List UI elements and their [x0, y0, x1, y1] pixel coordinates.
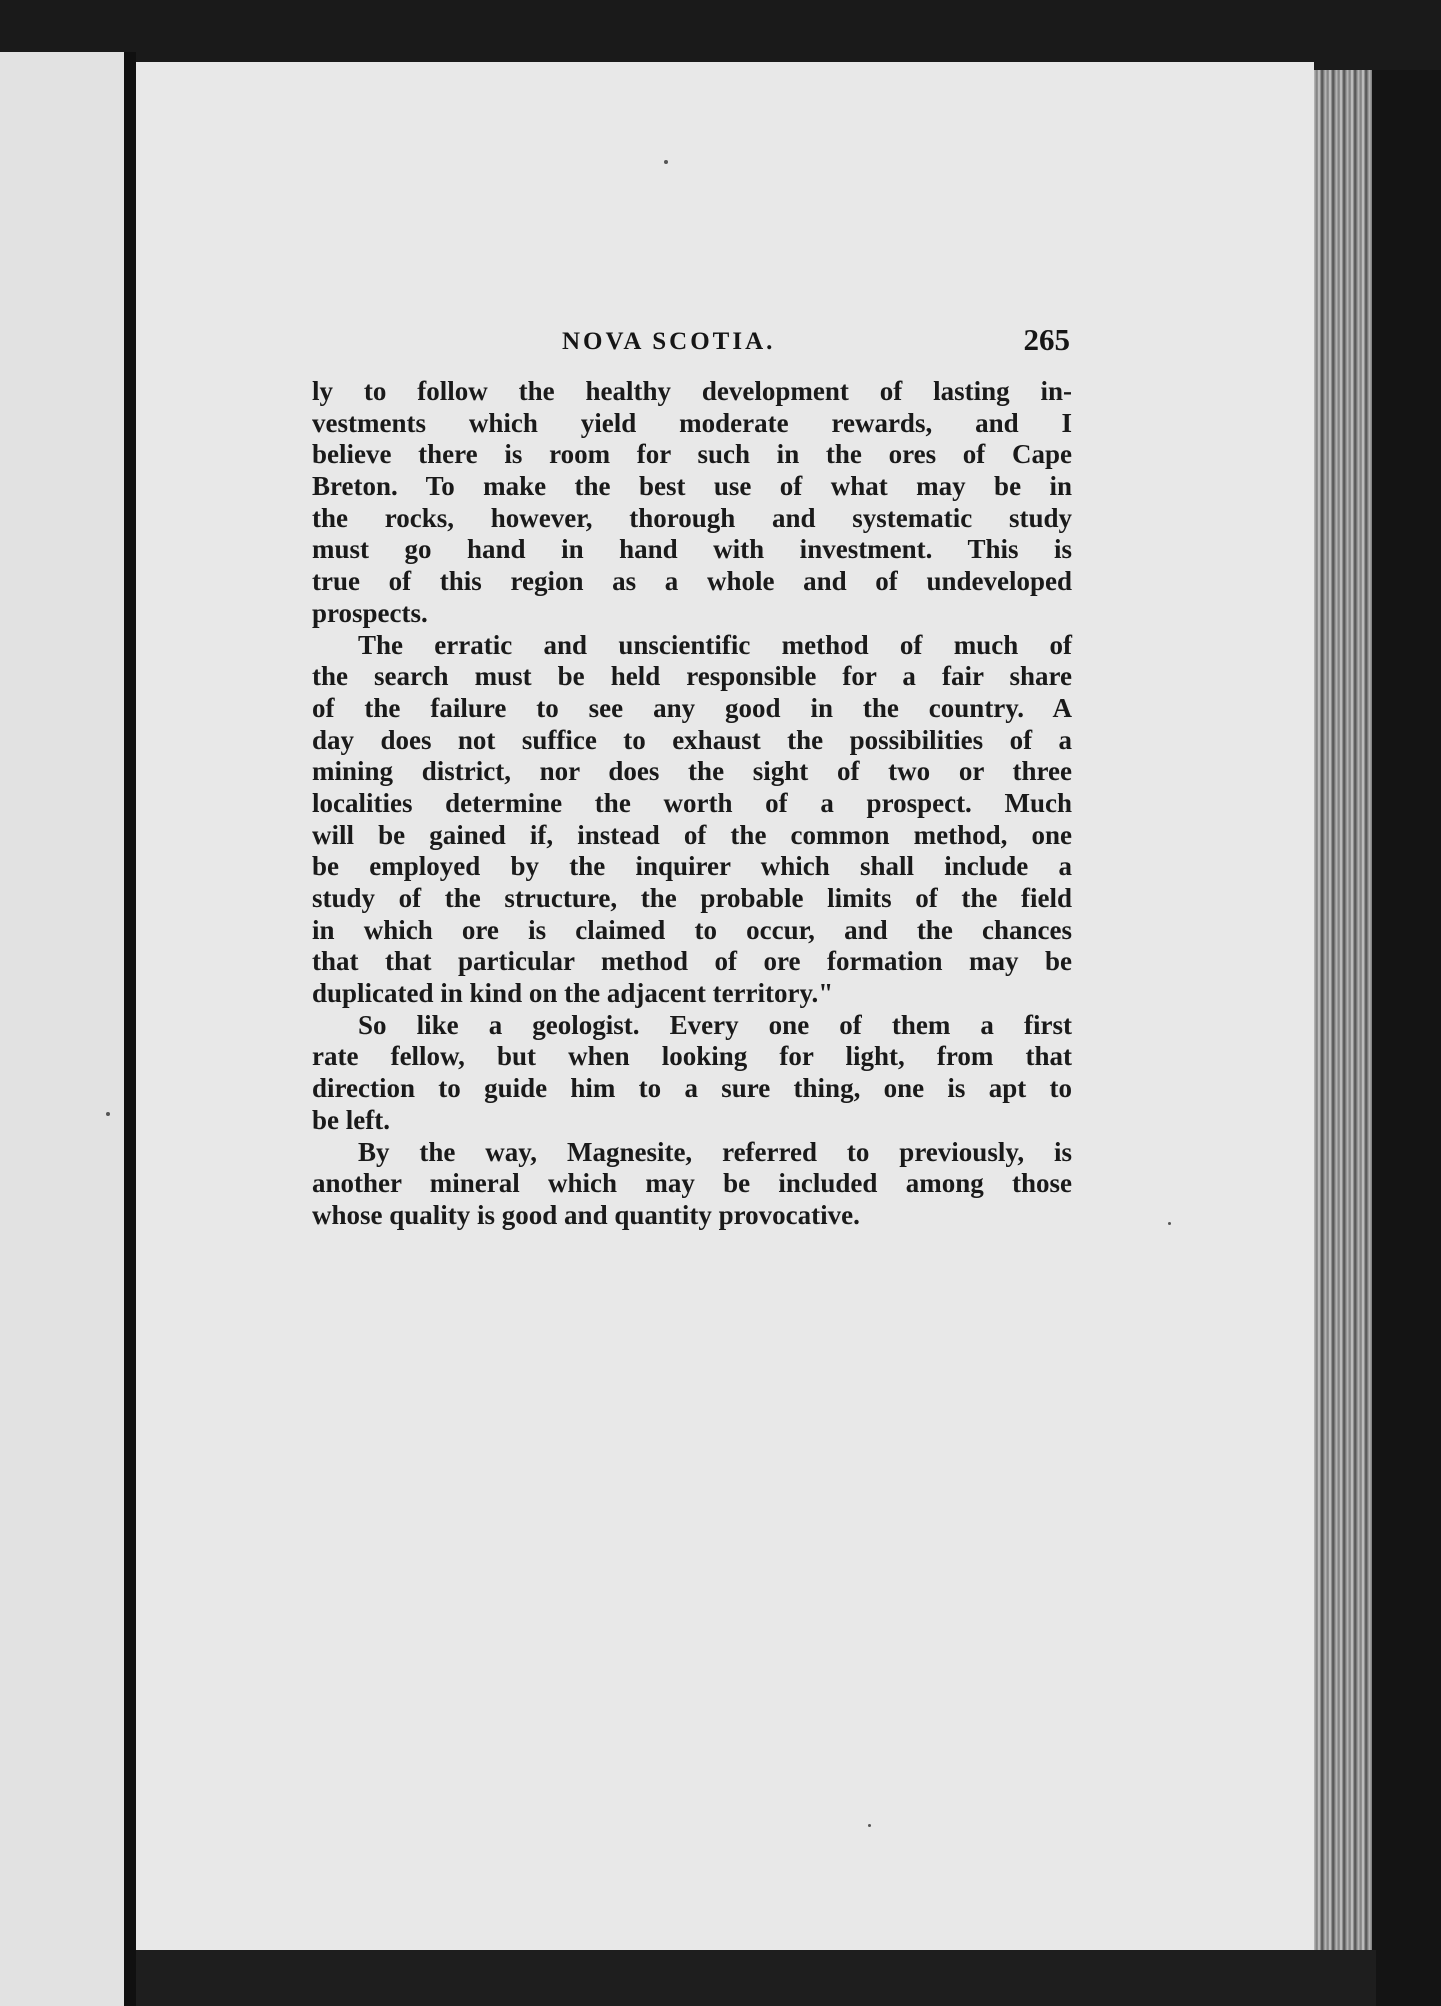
text-line: true of this region as a whole and of undeveloped [312, 566, 1072, 597]
text-line: direction to guide him to a sure thing, one is apt to [312, 1073, 1072, 1104]
text-line: whose quality is good and quantity provocative. [312, 1199, 860, 1230]
scan-bottom-border [136, 1950, 1376, 2006]
text-line: another mineral which may be included among those [312, 1168, 1072, 1199]
text-line: the rocks, however, thorough and systematic study [312, 502, 1072, 533]
text-line: that that particular method of ore formation may be [312, 946, 1072, 977]
text-line: be left. [312, 1104, 390, 1135]
binding-shadow [1372, 70, 1441, 2006]
running-title: NOVA SCOTIA. [562, 328, 776, 355]
text-line: study of the structure, the probable limits of the field [312, 883, 1072, 913]
text-line: prospects. [312, 597, 428, 628]
paper-speck [664, 160, 668, 164]
text-line: ly to follow the healthy development of lasting in- [312, 376, 1072, 406]
text-line: Breton. To make the best use of what may be in [312, 471, 1072, 502]
text-line: So like a geologist. Every one of them a first [358, 1009, 1072, 1040]
book-gutter [124, 52, 136, 2006]
text-line: believe there is room for such in the ores of Cape [312, 439, 1072, 470]
paper-speck [1168, 1222, 1171, 1225]
paper-speck [868, 1824, 871, 1827]
text-line: vestments which yield moderate rewards, and I [312, 407, 1072, 438]
left-page-edge [0, 52, 128, 2006]
paper-speck [106, 1112, 110, 1116]
body-text [312, 376, 1072, 1232]
text-line: duplicated in kind on the adjacent territory." [312, 978, 834, 1009]
page-stack-edge [1314, 70, 1372, 1950]
text-line: mining district, nor does the sight of two or three [312, 756, 1072, 787]
text-line: the search must be held responsible for a fair share [312, 661, 1072, 692]
running-header [312, 322, 1072, 362]
text-line: The erratic and unscientific method of much of [358, 629, 1072, 660]
text-line: localities determine the worth of a prospect. Much [312, 787, 1072, 818]
text-line: of the failure to see any good in the country. A [312, 692, 1072, 723]
text-line: rate fellow, but when looking for light, from that [312, 1041, 1072, 1072]
text-line: By the way, Magnesite, referred to previously, is [358, 1136, 1072, 1167]
text-line: will be gained if, instead of the common method, one [312, 819, 1072, 850]
page-number: 265 [1023, 322, 1070, 357]
text-line: day does not suffice to exhaust the possibilities of a [312, 724, 1072, 755]
text-line: be employed by the inquirer which shall include a [312, 851, 1072, 882]
text-line: in which ore is claimed to occur, and the chances [312, 914, 1072, 945]
text-line: must go hand in hand with investment. This is [312, 534, 1072, 565]
